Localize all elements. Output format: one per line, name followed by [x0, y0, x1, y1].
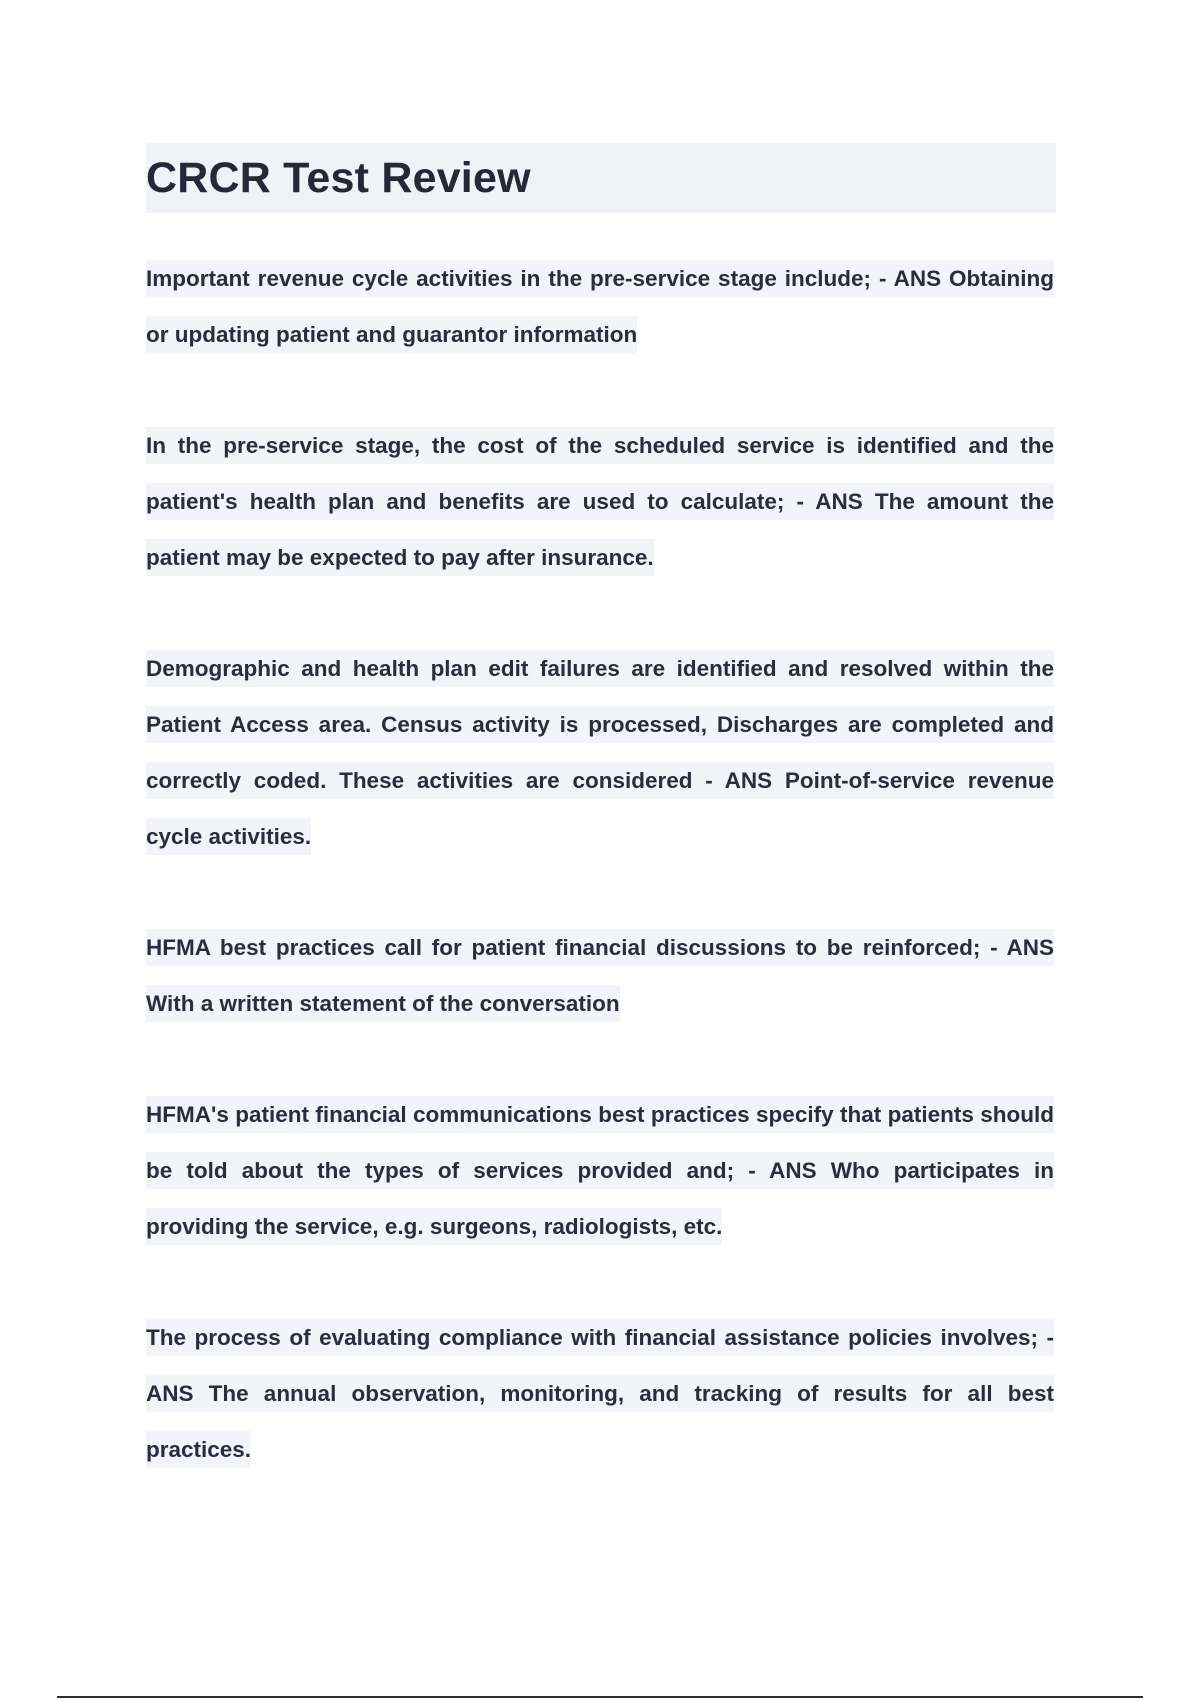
qa-item — [146, 1087, 1054, 1255]
page-title: CRCR Test Review — [146, 154, 531, 202]
qa-item — [146, 1310, 1054, 1478]
qa-item-text: The process of evaluating compliance with financial assistance policies involves; - ANS The annual observation, monitoring, and tracking of results for all best practices. — [146, 1319, 1054, 1468]
qa-item — [146, 251, 1054, 363]
footer-rule — [57, 1696, 1143, 1698]
qa-item — [146, 418, 1054, 586]
qa-item-text: Important revenue cycle activities in the pre-service stage include; - ANS Obtaining or updating patient and guarantor information — [146, 260, 1054, 353]
qa-item-text: HFMA's patient financial communications best practices specify that patients should be told about the types of services provided and; - ANS Who participates in providing the service, e.g. surgeons, radiologists, etc. — [146, 1096, 1054, 1245]
qa-item-text: In the pre-service stage, the cost of the scheduled service is identified and the patient's health plan and benefits are used to calculate; - ANS The amount the patient may be expected to pay after insurance. — [146, 427, 1054, 576]
qa-item — [146, 920, 1054, 1032]
qa-item — [146, 641, 1054, 865]
qa-list — [146, 251, 1054, 1533]
qa-item-text: Demographic and health plan edit failures are identified and resolved within the Patient Access area. Census activity is processed, Discharges are completed and correctly coded. These activities are considered - ANS Point-of-service revenue cycle activities. — [146, 650, 1054, 855]
qa-item-text: HFMA best practices call for patient financial discussions to be reinforced; - ANS With a written statement of the conversation — [146, 929, 1054, 1022]
